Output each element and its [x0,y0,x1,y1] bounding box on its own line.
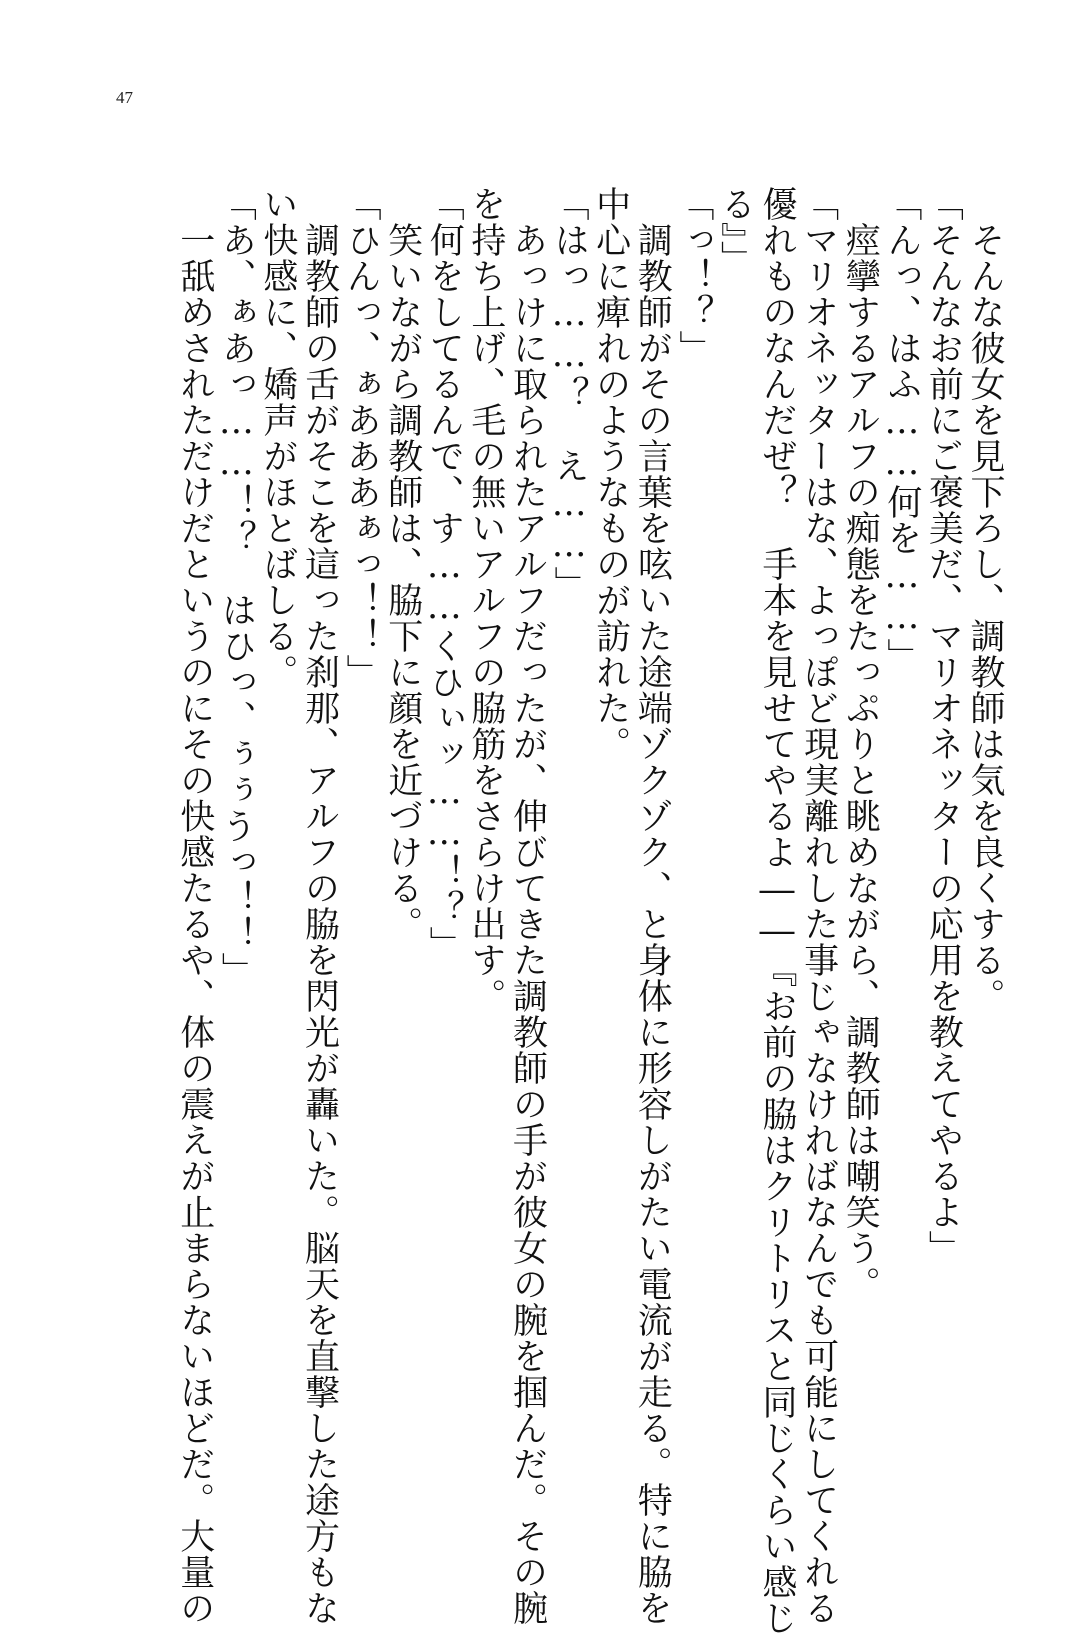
text-line: 「はっ……？ え……」 [549,186,590,602]
text-line: 調教師の舌がそこを這った刹那、アルフの脇を閃光が轟いた。脳天を直撃した途方もな [299,186,340,1626]
text-line: 「マリオネッターはな、よっぽど現実離れした事じゃなければなんでも可能にしてくれる [798,186,839,1626]
text-line: を持ち上げ、毛の無いアルフの脇筋をさらけ出す。 [465,186,506,1014]
text-line: 「んっ、はふ……何を……」 [881,186,922,674]
body-text [173,186,1005,1636]
page-number: 47 [116,88,133,107]
text-line: 笑いながら調教師は、脇下に顔を近づける。 [382,186,423,942]
text-line: る』」 [715,186,756,277]
text-line: そんな彼女を見下ろし、調教師は気を良くする。 [965,186,1005,1014]
text-line: 一舐めされただけだというのにその快感たるや、体の震えが止まらないほどだ。大量の [174,186,215,1626]
text-line: 「っ！？」 [673,186,714,366]
text-line: い快感に、嬌声がほとばしる。 [257,186,298,690]
text-line: 中心に痺れのようなものが訪れた。 [590,186,631,762]
text-line: 「ひんっ、ぁあああぁっ！！」 [341,186,382,690]
text-line: 優れものなんだぜ？ 手本を見せてやるよ――『お前の脇はクリトリスと同じくらい感じ [757,186,798,1636]
text-line: 痙攣するアルフの痴態をたっぷりと眺めながら、調教師は嘲笑う。 [840,186,881,1302]
text-line: 「あ、ぁあっ……！？ はひっ、ぅぅうっ！！」 [216,186,257,988]
text-line: 「何をしてるんで、す……くひぃッ……！？」 [424,186,465,962]
text-line: 調教師がその言葉を呟いた途端ゾクゾク、と身体に形容しがたい電流が走る。特に脇を [632,186,673,1626]
text-line: 「そんなお前にご褒美だ、マリオネッターの応用を教えてやるよ」 [923,186,964,1266]
text-line: あっけに取られたアルフだったが、伸びてきた調教師の手が彼女の腕を掴んだ。その腕 [507,186,548,1626]
